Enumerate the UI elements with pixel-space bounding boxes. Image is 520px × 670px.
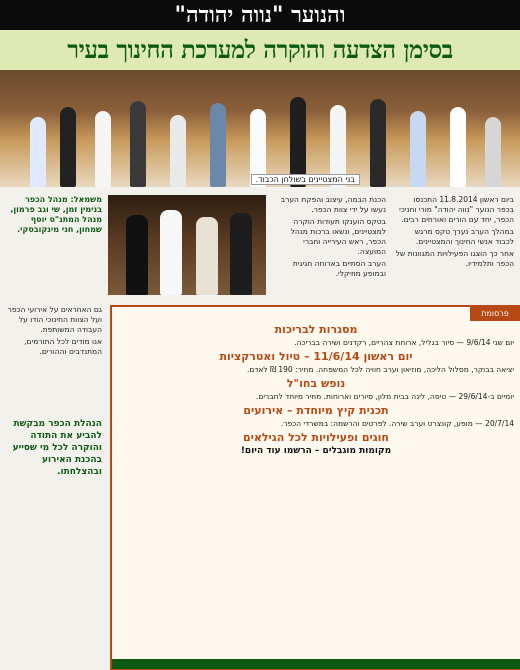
ad-heading: נופש בחו"ל	[286, 377, 346, 390]
ad-heading: חוגים ופעילויות לכל הגילאים	[243, 431, 389, 444]
article-paragraph: בטקס הוענקו תעודות הוקרה למצטיינים, ונשאו ברכות מנהל הכפר, ראש העירייה וחברי המועצה.	[290, 217, 386, 256]
ad-paragraph: יומיים ב-29/6/14 — טיסה, לינה בבית מלון, סיורים וארוחות. מחיר מיוחד לחברים.	[255, 392, 514, 401]
ad-footer-bar	[112, 659, 520, 669]
ad-paragraph: יציאה בבוקר, מסלול הליכה, מוזיאון וערב חוויה לכל המשפחה. מחיר: 190 ₪ לאדם.	[246, 365, 514, 374]
article-paragraph: אחר כך הוצגו הפעילויות המגוונות של הכפר ותלמידיו.	[395, 249, 514, 268]
ad-heading: מסגרות לבריכות	[274, 323, 358, 336]
second-photo-caption: משמאל: מנהל הכפר בנימין זמן, שי וגב פרמון, מנהל המתנ"ס יוסף שמחון, חני מינקובסקי.	[10, 195, 102, 234]
article-paragraph: ביום ראשון 11.8.2014 התכנסו בכפר הנוער "נווה יהודה" מורי וחניכי הכפר, יחד עם הורים ואורחים רבים.	[399, 195, 514, 224]
headline-top: והנוער "נווה יהודה"	[0, 0, 520, 30]
ad-paragraph: יום שני 9/6/14 — סיור בגליל, ארוחת צהריים, רקדנים ושירה בבריכה.	[294, 338, 514, 347]
article-paragraph: גם האחראים על אירועי הכפר ועל הצוות החינוכי הודו על העבודה המשותפת.	[7, 305, 102, 334]
main-photo	[0, 70, 520, 187]
article-paragraph: הערב הסתיים בארוחה חגיגית ובמופע מוזיקלי.	[292, 259, 386, 278]
article-paragraph: אנו מודים לכל התורמים, המתנדבים וההורים.	[24, 337, 102, 356]
article-column-left	[6, 305, 102, 415]
ad-paragraph: 20/7/14 — מופע, קונצרט וערב שירה. לפרטים והרשמה: במשרדי הכפר.	[280, 419, 514, 428]
article-paragraph: הכנת הבמה, עיצוב והפקת הערב נעשו על ידי צוות הכפר.	[280, 195, 386, 214]
article-column-middle	[274, 195, 386, 305]
article-paragraph: במהלך הערב נערך טקס מרגש לכבוד אנשי החינוך והמצטיינים.	[414, 227, 514, 246]
ad-heading: יום ראשון 11/6/14 – טיול ואטרקציות	[219, 350, 413, 363]
advertisement-box	[110, 305, 520, 670]
ad-call-to-action: מקומות מוגבלים – הרשמו עוד היום!	[240, 446, 392, 456]
ad-heading: תכנית קיץ מיוחדת – אירועים	[243, 404, 389, 417]
second-photo	[108, 195, 266, 295]
main-photo-caption: בני המצטיינים בשולחן הכבוד.	[251, 174, 360, 185]
headline-main: בסימן הצדעה והוקרה למערכת החינוך בעיר	[0, 30, 520, 70]
pull-quote: הנהלת הכפר מבקשת להביע את התודה והוקרה לכל מי שסייע בהכנת האירוע ובהצלחתו.	[12, 419, 102, 477]
ad-label: פרסומת	[470, 307, 520, 321]
